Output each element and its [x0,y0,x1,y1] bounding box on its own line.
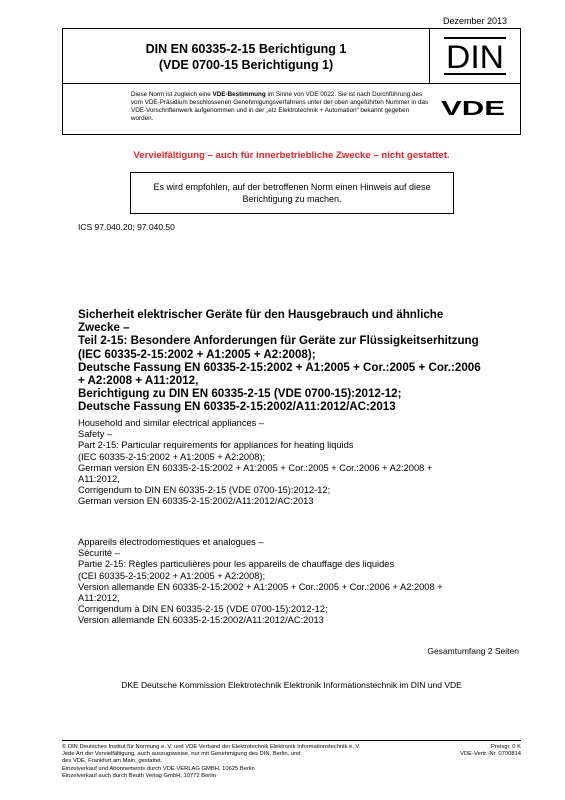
footer [62,740,521,779]
title-german: Sicherheit elektrischer Geräte für den Hausgebrauch und ähnliche Zwecke – Teil 2-15: Besondere Anforderungen für Geräte zur Flüssigkeitserhitzung (IEC 60335-2-15:2002 + A1:2005 + A2:2008); Deutsche Fassung EN 60335-2-15:2002 + A1:2005 + Cor.:2005 + Cor.:2006 + A2:2008 + A11:2012, Berichtigung zu DIN EN 60335-2-15 (VDE 0700-15):2012-12; Deutsche Fassung EN 60335-2-15:2002/A11:2012/AC:2013 [78,308,481,414]
vde-note-bold: VDE-Bestimmung [212,91,266,98]
vde-note-part2: im Sinne von VDE 0022. Sie ist nach Durchführung des vom VDE-Präsidium beschlossenen Genehmigungsverfahrens unter der oben angeführten Nummer in das VDE-Vorschriftenwerk aufgenommen und in der „etz Elektrotechnik + Automation“ bekannt gegeben worden. [131,91,429,122]
recommendation-text: Es wird empfohlen, auf der betroffenen Norm einen Hinweis auf diese Berichtigung zu machen. [153,182,431,204]
ics-codes: ICS 97.040.20; 97.040.50 [78,222,175,232]
vde-determination-note [131,91,431,123]
title-english: Household and similar electrical appliances – Safety – Part 2-15: Particular requirements for appliances for heating liquids (IEC 60335-2-15:2002 + A1:2005 + A2:2008); German version EN 60335-2-15:2002 + A1:2005 + Cor.:2005 + Cor.:2006 + A2:2008 + A11:2012, Corrigendum to DIN EN 60335-2-15 (VDE 0700-15):2012-12; German version EN 60335-2-15:2002/A11:2012/AC:2013 [78,418,433,507]
dke-line: DKE Deutsche Kommission Elektrotechnik Elektronik Informationstechnik im DIN und VDE [121,680,462,690]
reproduction-warning: Vervielfältigung – auch für innerbetriebliche Zwecke – nicht gestattet. [133,150,450,161]
publication-date: Dezember 2013 [442,16,507,26]
price-group: Preisgr. 0 K VDE-Vertr.-Nr. 0700814 [460,744,521,758]
vde-logo [440,98,506,118]
title-line-2: (VDE 0700-15 Berichtigung 1) [158,57,334,72]
svg-text:DIN: DIN [446,39,504,75]
din-logo [444,37,506,75]
svg-text:VDE: VDE [441,98,505,118]
total-pages: Gesamtumfang 2 Seiten [427,646,519,656]
vde-info-box [62,83,521,135]
vde-note-part1: Diese Norm ist zugleich eine [131,91,213,98]
header-box [62,28,521,83]
copyright-notice: © DIN Deutsches Institut für Normung e. V. und VDE Verband der Elektrotechnik Elektronik Informationstechnik e. V. Jede Art der Vervielfältigung, auch auszugsweise, nur mit Genehmigung des DIN, Berlin, und des VDE, Frankfurt am Main, gestattet. Einzelverkauf und Abonnements durch VDE VERLAG GMBH, 10625 Berlin Einzelverkauf auch durch Beuth Verlag GmbH, 10772 Berlin [62,744,361,779]
document-title [63,29,430,84]
title-line-1: DIN EN 60335-2-15 Berichtigung 1 [145,41,347,56]
title-french: Appareils électrodomestiques et analogues – Sécurité – Partie 2-15: Règles particulières pour les appareils de chauffage des liquides (CEI 60335-2-15:2002 + A1:2005 + A2:2008); Version allemande EN 60335-2-15:2002 + A1:2005 + Cor.:2005 + Cor.:2006 + A2:2008 + A11:2012, Corrigendum à DIN EN 60335-2-15 (VDE 0700-15):2012-12; Version allemande EN 60335-2-15:2002/A11:2012/AC:2013 [78,537,443,626]
recommendation-box [130,172,454,214]
